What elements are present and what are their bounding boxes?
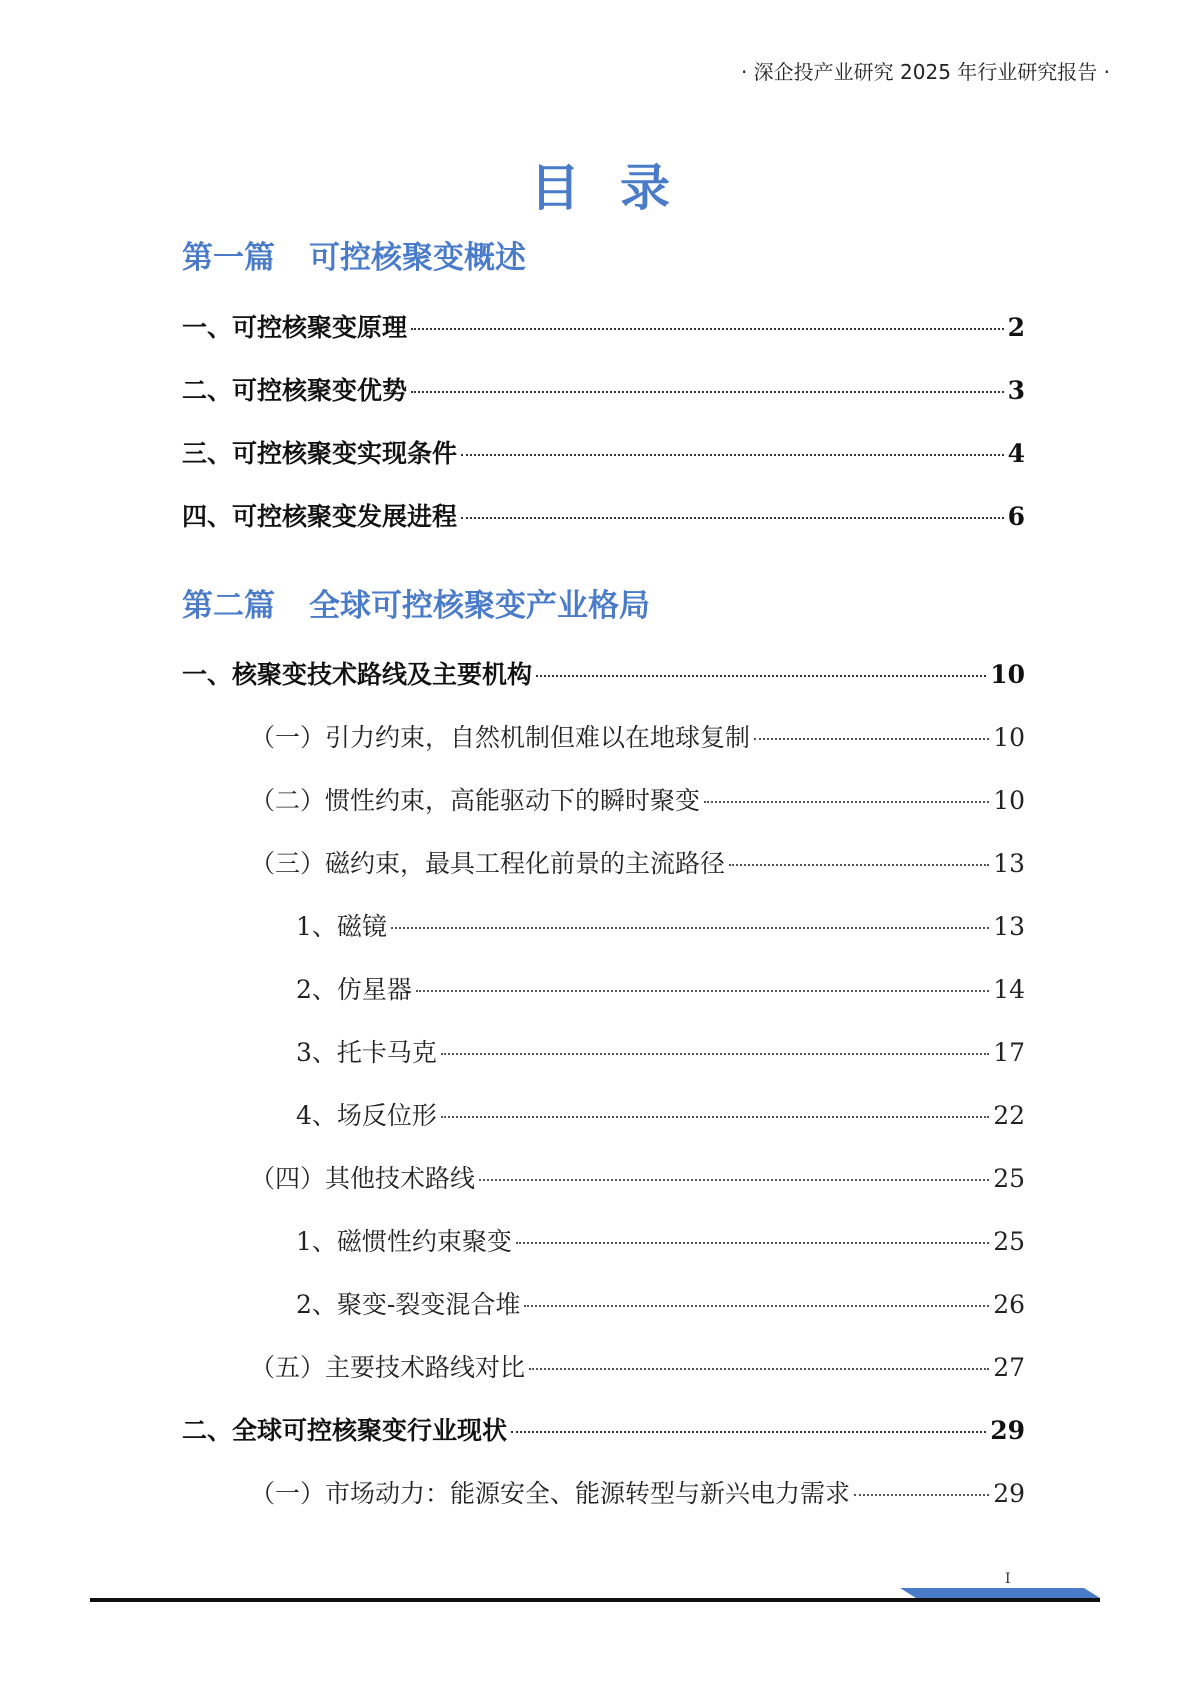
toc-entry-page: 29 [993,1479,1025,1508]
running-header: · 深企投产业研究 2025 年行业研究报告 · [740,60,1110,84]
toc-entry[interactable] [182,655,1025,691]
dot-leader [441,1116,989,1118]
dot-leader [754,738,989,740]
toc-entry-page: 10 [990,660,1025,689]
toc-entry-page: 27 [993,1353,1025,1382]
toc-entry-label: 二、可控核聚变优势 [182,376,408,405]
dot-leader [524,1305,989,1307]
toc-entry-label: 2、仿星器 [296,975,412,1004]
toc-entry[interactable] [296,907,1025,943]
toc-entry-page: 25 [993,1227,1025,1256]
toc-entry[interactable] [250,1474,1025,1510]
toc-entry[interactable] [182,434,1025,470]
toc-entry-label: （一）引力约束，自然机制但难以在地球复制 [250,723,751,752]
toc-entry-page: 10 [993,786,1025,815]
dot-leader [461,517,1004,519]
toc-entry-page: 6 [1007,502,1025,531]
part-heading-2 [182,580,650,625]
toc-entry-label: （五）主要技术路线对比 [250,1353,526,1382]
footer-accent-bar [900,1588,1100,1598]
toc-entry-page: 10 [993,723,1025,752]
toc-entry-label: 一、核聚变技术路线及主要机构 [182,660,533,689]
toc-entry[interactable] [296,1033,1025,1069]
dot-leader [704,801,989,803]
dot-leader [411,391,1004,393]
toc-entry[interactable] [296,1096,1025,1132]
dot-leader [729,864,989,866]
toc-entry-page: 3 [1007,376,1025,405]
toc-entry-label: 2、聚变-裂变混合堆 [296,1290,521,1319]
toc-entry[interactable] [250,1159,1025,1195]
dot-leader [516,1242,989,1244]
toc-entry-page: 4 [1007,439,1025,468]
toc-entry-page: 29 [990,1416,1025,1445]
dot-leader [536,675,986,677]
toc-entry-page: 13 [993,912,1025,941]
toc-entry-page: 22 [993,1101,1025,1130]
toc-entry-label: （四）其他技术路线 [250,1164,476,1193]
toc-entry[interactable] [182,371,1025,407]
footer-page-number: I [1005,1571,1011,1587]
toc-entry-label: 1、磁镜 [296,912,387,941]
dot-leader [391,927,989,929]
dot-leader [854,1494,989,1496]
toc-entry-label: 四、可控核聚变发展进程 [182,502,458,531]
toc-entry[interactable] [182,1411,1025,1447]
part-title: 可控核聚变概述 [309,240,526,276]
toc-entry-label: 3、托卡马克 [296,1038,437,1067]
dot-leader [416,990,989,992]
toc-entry[interactable] [250,718,1025,754]
toc-entry[interactable] [296,1285,1025,1321]
toc-entry-page: 2 [1007,313,1025,342]
dot-leader [511,1431,986,1433]
part-heading-1 [182,232,526,277]
toc-entry[interactable] [250,781,1025,817]
part-number: 第二篇 [182,588,275,624]
toc-entry[interactable] [296,1222,1025,1258]
toc-entry-label: （三）磁约束，最具工程化前景的主流路径 [250,849,726,878]
toc-entry[interactable] [250,844,1025,880]
toc-entry[interactable] [250,1348,1025,1384]
toc-entry-label: 4、场反位形 [296,1101,437,1130]
toc-entry[interactable] [296,970,1025,1006]
dot-leader [441,1053,989,1055]
dot-leader [529,1368,989,1370]
toc-entry-label: 三、可控核聚变实现条件 [182,439,458,468]
toc-entry-label: （一）市场动力：能源安全、能源转型与新兴电力需求 [250,1479,851,1508]
footer-rule [90,1598,1100,1602]
toc-entry-page: 25 [993,1164,1025,1193]
toc-entry[interactable] [182,497,1025,533]
toc-entry-page: 14 [993,975,1025,1004]
toc-entry-label: 1、磁惯性约束聚变 [296,1227,512,1256]
toc-entry-page: 13 [993,849,1025,878]
part-number: 第一篇 [182,240,275,276]
toc-entry-label: 一、可控核聚变原理 [182,313,408,342]
toc-entry-label: 二、全球可控核聚变行业现状 [182,1416,508,1445]
dot-leader [479,1179,989,1181]
page-title: 目录 [530,159,710,217]
part-title: 全球可控核聚变产业格局 [309,588,650,624]
toc-entry[interactable] [182,308,1025,344]
dot-leader [411,328,1004,330]
toc-entry-label: （二）惯性约束，高能驱动下的瞬时聚变 [250,786,701,815]
dot-leader [461,454,1004,456]
toc-entry-page: 17 [993,1038,1025,1067]
toc-entry-page: 26 [993,1290,1025,1319]
